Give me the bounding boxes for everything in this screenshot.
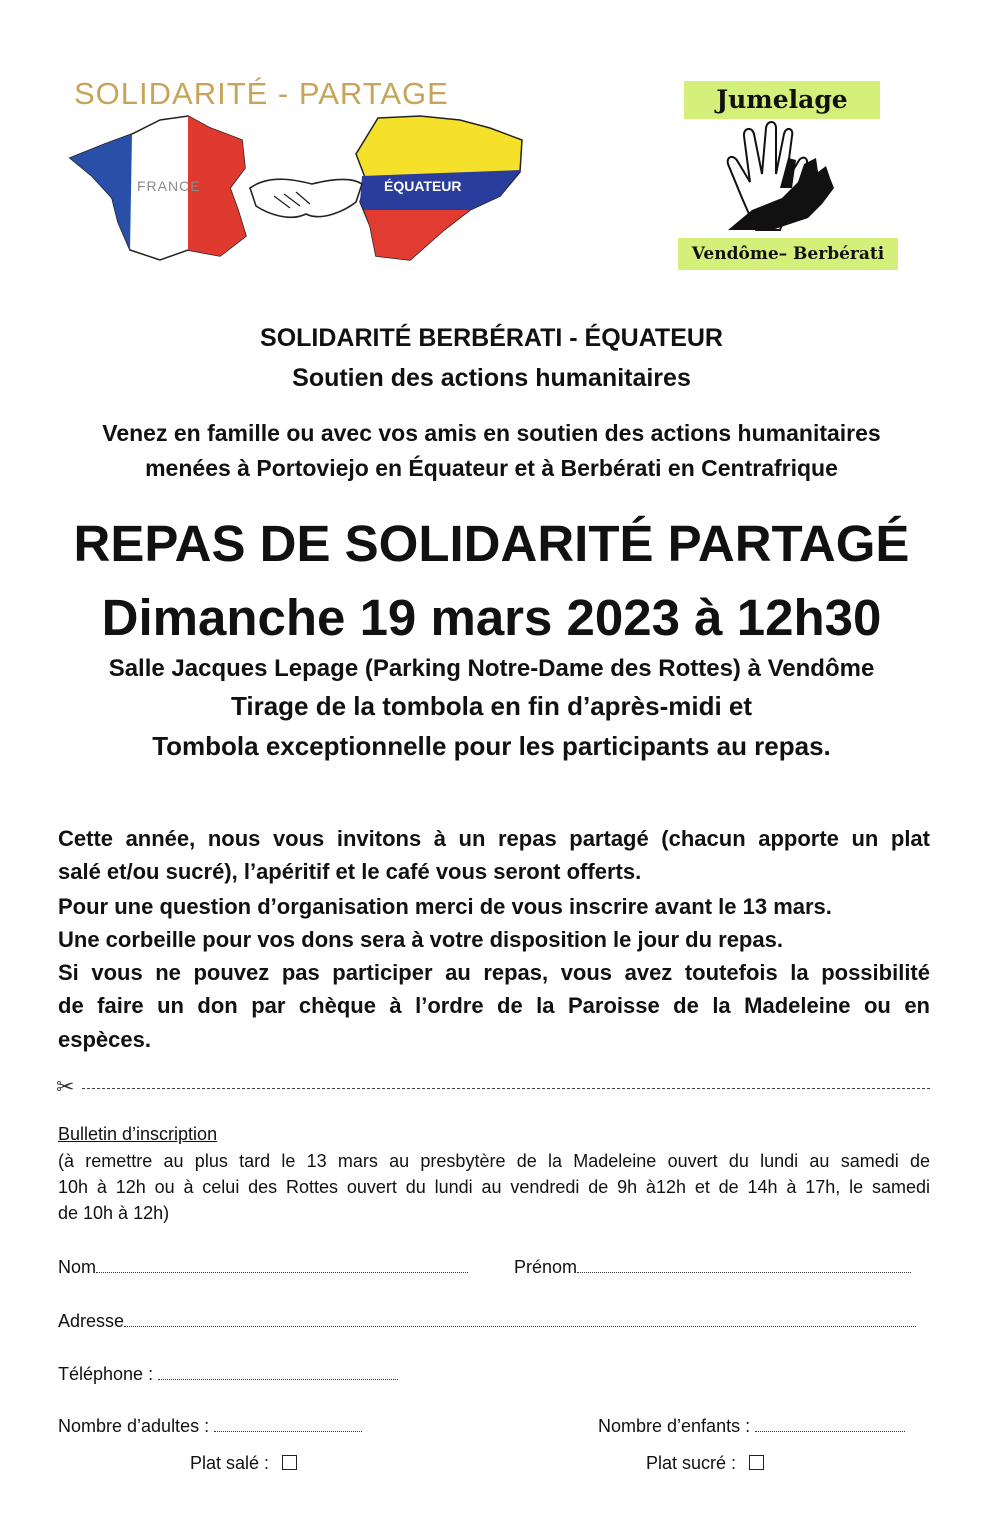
body-line: salé et/ou sucré), l’apéritif et le café vous seront offerts. — [58, 859, 642, 884]
nom-input-line[interactable] — [96, 1258, 468, 1273]
nom-label: Nom — [58, 1257, 97, 1277]
scissors-icon: ✂ — [56, 1074, 75, 1099]
telephone-label: Téléphone : — [58, 1364, 159, 1384]
form-instructions-line: de 10h à 12h) — [58, 1203, 170, 1223]
body-line: Une corbeille pour vos dons sera à votre disposition le jour du repas. — [58, 927, 783, 952]
form-instructions-line: 10h à 12h ou à celui des Rottes ouvert du lundi au vendredi de 9h à12h et de 14h à 17h, le samedi — [58, 1177, 930, 1197]
adresse-field[interactable] — [58, 1311, 916, 1332]
equateur-label: ÉQUATEUR — [384, 178, 462, 194]
body-line: espèces. — [58, 1027, 151, 1052]
cut-line — [56, 1074, 930, 1099]
organization-subtitle: Soutien des actions humanitaires — [292, 364, 691, 392]
handshake-icon — [250, 179, 362, 217]
ecuador-red-band — [364, 210, 470, 260]
body-line: Si vous ne pouvez pas participer au repas, vous avez toutefois la possibilité — [58, 960, 930, 985]
plat-sale-checkbox[interactable] — [282, 1455, 297, 1470]
solidarite-partage-logo — [60, 70, 530, 270]
plat-sucre-checkbox[interactable] — [749, 1455, 764, 1470]
france-label: FRANCE — [137, 178, 201, 194]
plat-sucre-label: Plat sucré : — [646, 1453, 742, 1473]
france-blue-band — [70, 134, 132, 250]
adresse-input-line[interactable] — [124, 1312, 916, 1327]
plat-sale-label: Plat salé : — [190, 1453, 275, 1473]
form-title: Bulletin d’inscription — [58, 1124, 218, 1144]
telephone-input-line[interactable] — [158, 1365, 398, 1380]
tombola-line-1: Tirage de la tombola en fin d’après-midi et — [230, 691, 753, 721]
adultes-field[interactable] — [58, 1416, 362, 1437]
body-line: Cette année, nous vous invitons à un repas partagé (chacun apporte un plat — [58, 826, 930, 851]
plat-sucre-option[interactable] — [646, 1453, 764, 1474]
adultes-input-line[interactable] — [214, 1417, 362, 1432]
enfants-input-line[interactable] — [755, 1417, 905, 1432]
jumelage-subtitle: Vendôme– Berbérati — [678, 238, 898, 270]
event-date: Dimanche 19 mars 2023 à 12h30 — [101, 589, 882, 646]
enfants-field[interactable] — [598, 1416, 905, 1437]
organization-title: SOLIDARITÉ BERBÉRATI - ÉQUATEUR — [260, 324, 723, 352]
jumelage-logo — [678, 78, 900, 274]
adultes-label: Nombre d’adultes : — [58, 1416, 215, 1436]
body-line: Pour une question d’organisation merci de vous inscrire avant le 13 mars. — [58, 894, 832, 919]
event-title: REPAS DE SOLIDARITÉ PARTAGÉ — [73, 515, 910, 572]
form-instructions-line: (à remettre au plus tard le 13 mars au presbytère de la Madeleine ouvert du lundi au samedi de — [58, 1151, 930, 1171]
dashed-separator — [82, 1088, 930, 1089]
adresse-label: Adresse — [58, 1311, 125, 1331]
nom-field[interactable] — [58, 1257, 468, 1278]
prenom-input-line[interactable] — [577, 1258, 911, 1273]
plat-sale-option[interactable] — [190, 1453, 297, 1474]
intro-line-1: Venez en famille ou avec vos amis en soutien des actions humanitaires — [102, 420, 881, 446]
prenom-field[interactable] — [514, 1257, 911, 1278]
body-line: de faire un don par chèque à l’ordre de la Paroisse de la Madeleine ou en — [58, 993, 930, 1018]
telephone-field[interactable] — [58, 1364, 398, 1385]
prenom-label: Prénom — [514, 1257, 578, 1277]
enfants-label: Nombre d’enfants : — [598, 1416, 756, 1436]
event-location: Salle Jacques Lepage (Parking Notre-Dame des Rottes) à Vendôme — [108, 655, 875, 682]
tombola-line-2: Tombola exceptionnelle pour les participants au repas. — [152, 731, 831, 761]
jumelage-title: Jumelage — [684, 81, 880, 119]
intro-line-2: menées à Portoviejo en Équateur et à Berbérati en Centrafrique — [145, 455, 838, 481]
logo-title: SOLIDARITÉ - PARTAGE — [74, 76, 449, 111]
hands-icon — [722, 118, 842, 234]
